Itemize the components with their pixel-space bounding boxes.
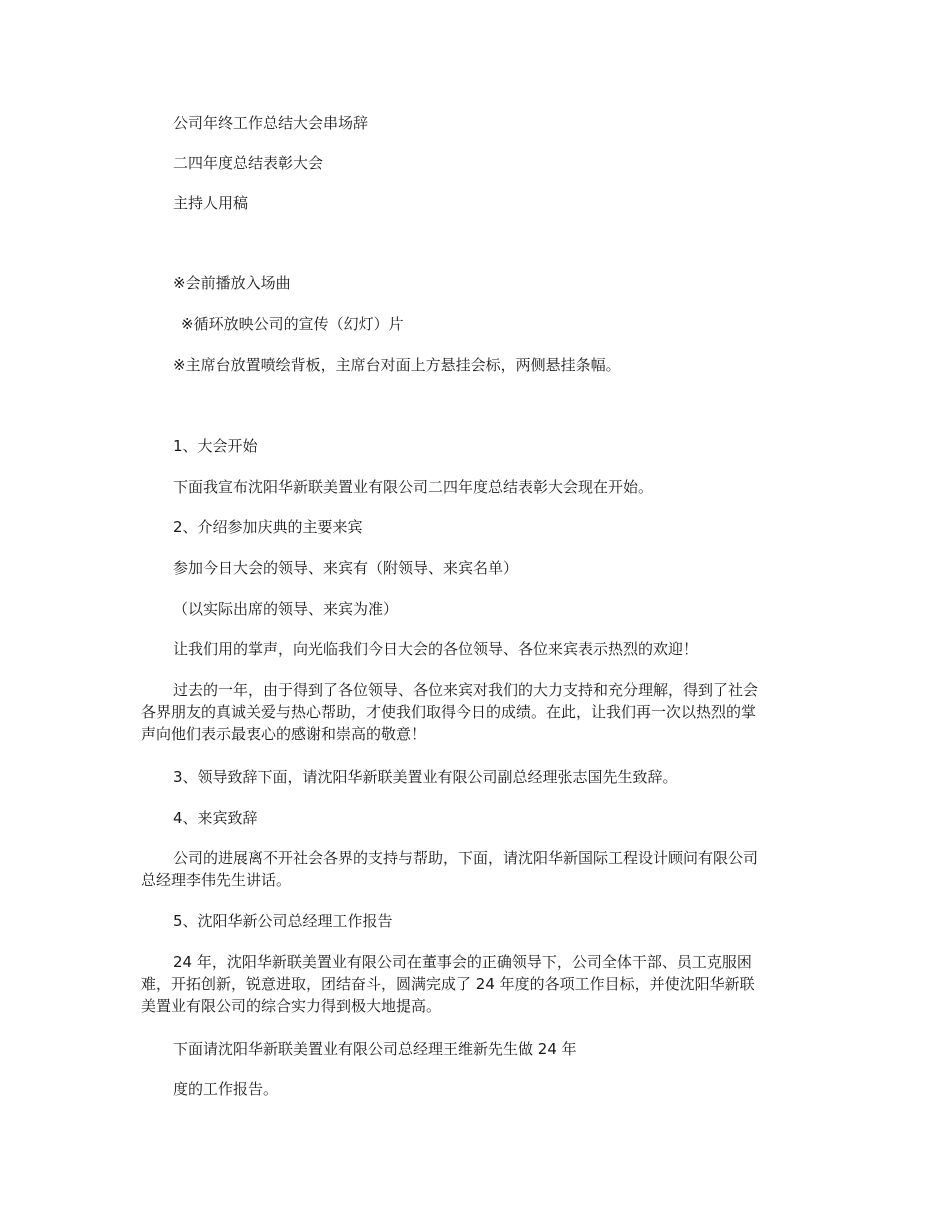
- section-heading: 5、沈阳华新公司总经理工作报告: [173, 912, 393, 930]
- document-subtitle: 二四年度总结表彰大会: [173, 154, 324, 172]
- paragraph-line: 公司的进展离不开社会各界的支持与帮助，下面，请沈阳华新国际工程设计顾问有限公司: [173, 849, 759, 867]
- paragraph-line: 美置业有限公司的综合实力得到极大地提高。: [141, 997, 442, 1015]
- paragraph-line: 过去的一年，由于得到了各位领导、各位来宾对我们的大力支持和充分理解，得到了社会: [173, 681, 759, 699]
- section-text: 3、领导致辞下面，请沈阳华新联美置业有限公司副总经理张志国先生致辞。: [173, 768, 678, 786]
- document-note: 主持人用稿: [173, 194, 249, 212]
- section-heading: 2、介绍参加庆典的主要来宾: [173, 518, 363, 536]
- prep-item: ※会前播放入场曲: [173, 274, 291, 292]
- section-text: （以实际出席的领导、来宾为准）: [173, 600, 399, 618]
- paragraph-line: 难，开拓创新，锐意进取，团结奋斗，圆满完成了 24 年度的各项工作目标，并使沈阳华新联: [141, 975, 755, 993]
- paragraph-line: 各界朋友的真诚关爱与热心帮助，才使我们取得今日的成绩。在此，让我们再一次以热烈的掌: [141, 703, 757, 721]
- document-title: 公司年终工作总结大会串场辞: [173, 114, 369, 132]
- section-heading: 4、来宾致辞: [173, 809, 258, 827]
- section-heading: 1、大会开始: [173, 437, 258, 455]
- section-text: 下面请沈阳华新联美置业有限公司总经理王维新先生做 24 年: [173, 1040, 577, 1058]
- section-text: 让我们用的掌声，向光临我们今日大会的各位领导、各位来宾表示热烈的欢迎！: [173, 640, 699, 658]
- section-text: 参加今日大会的领导、来宾有（附领导、来宾名单）: [173, 559, 519, 577]
- paragraph-line: 24 年，沈阳华新联美置业有限公司在董事会的正确领导下，公司全体干部、员工克服困: [173, 953, 752, 971]
- paragraph: [141, 951, 813, 1017]
- section-text: 度的工作报告。: [173, 1080, 279, 1098]
- paragraph-line: 总经理李伟先生讲话。: [141, 871, 292, 889]
- paragraph-line: 声向他们表示最衷心的感谢和崇高的敬意！: [141, 725, 427, 743]
- paragraph: [141, 847, 813, 891]
- prep-item: ※循环放映公司的宣传（幻灯）片: [181, 315, 404, 333]
- paragraph: [141, 679, 813, 745]
- prep-item: ※主席台放置喷绘背板，主席台对面上方悬挂会标，两侧悬挂条幅。: [173, 356, 621, 374]
- section-text: 下面我宣布沈阳华新联美置业有限公司二四年度总结表彰大会现在开始。: [173, 478, 654, 496]
